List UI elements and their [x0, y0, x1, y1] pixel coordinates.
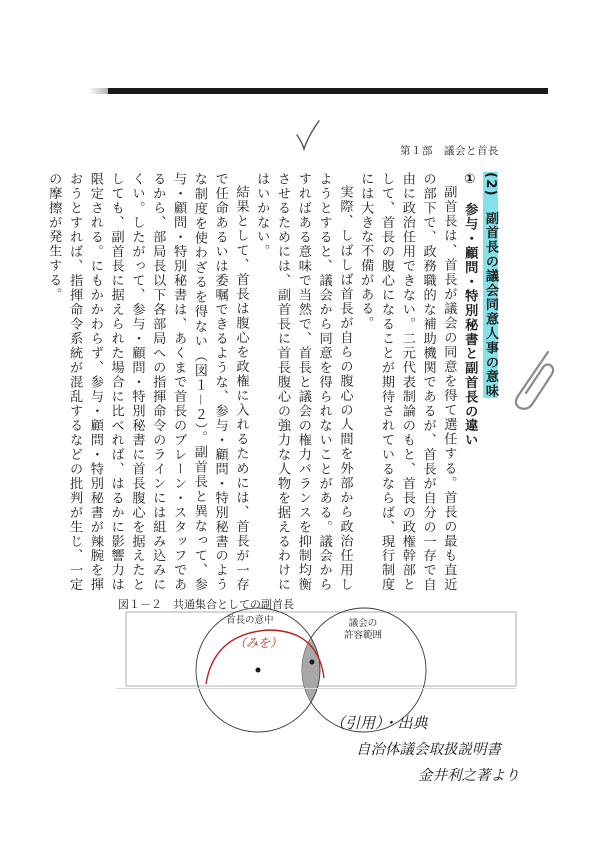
figure-label-council: 議会の 許容範囲 [344, 618, 383, 641]
subsection-title: ① 参与・顧問・特別秘書と副首長の違い [462, 172, 478, 448]
figure-title: 図１－２ 共通集合としての副首長 [118, 598, 294, 611]
handwritten-author: 金井利之著より [418, 768, 520, 784]
paragraph: 実際、しばしば首長が自らの腹心の人間を外部から政治任用しようとすると、議会から同意を得られないことがある。議会からすればある意味で当然で、首長と議会の権力バランスを抑制均衡させるためには、副首長に首長腹心の強力な人物を据えるわけにはいかない。 [254, 172, 353, 592]
handwritten-source-label: （引用）・出典 [330, 714, 428, 732]
overlap-dot [310, 660, 315, 665]
paragraph: 副首長は、首長が議会の同意を得て選任する。首長の最も直近の部下で、政務職的な補助機関であるが、首長が自分の一存で自由に政治任用できない。二元代表制論のもと、首長の政権幹部として、首長の腹心になることが期待されているならば、現行制度には大きな不備がある。 [358, 172, 457, 592]
center-dot [256, 668, 261, 673]
vertical-body-text [46, 172, 500, 592]
section-title: (2) 副首長の議会同意人事の意味 [483, 172, 498, 399]
checkmark-icon [294, 118, 322, 152]
handwritten-book-title: 自治体議会取扱説明書 [356, 742, 501, 758]
red-handwritten-note: （みを） [234, 636, 283, 650]
venn-figure [126, 612, 516, 686]
page-header: 第１部 議会と首長 [400, 145, 499, 157]
paperclip-icon [508, 348, 556, 412]
paragraph: 結果として、首長は腹心を政権に入れるためには、首長が一存で任命あるいは委嘱できるような、参与・顧問・特別秘書のような制度を使わざるを得ない（図１－２）。副首長と異なって、参与・顧問・特別秘書は、あくまで首長のブレーン・スタッフであるから、部局長以下各部局への指揮命令のラインには組み込みにくい。したがって、参与・顧問・特別秘書に首長腹心を据えたとしても、副首長に据えられた場合に比べれば、はるかに影響力は限定される。にもかかわらず、参与・顧問・特別秘書が辣腕を揮おうとすれば、指揮命令系統が混乱するなどの批判が生じ、一定の摩擦が発生する。 [46, 172, 249, 592]
figure-label-mayor: 首長の意中 [226, 615, 274, 626]
bottom-rule [116, 688, 516, 689]
top-rule [108, 88, 548, 94]
